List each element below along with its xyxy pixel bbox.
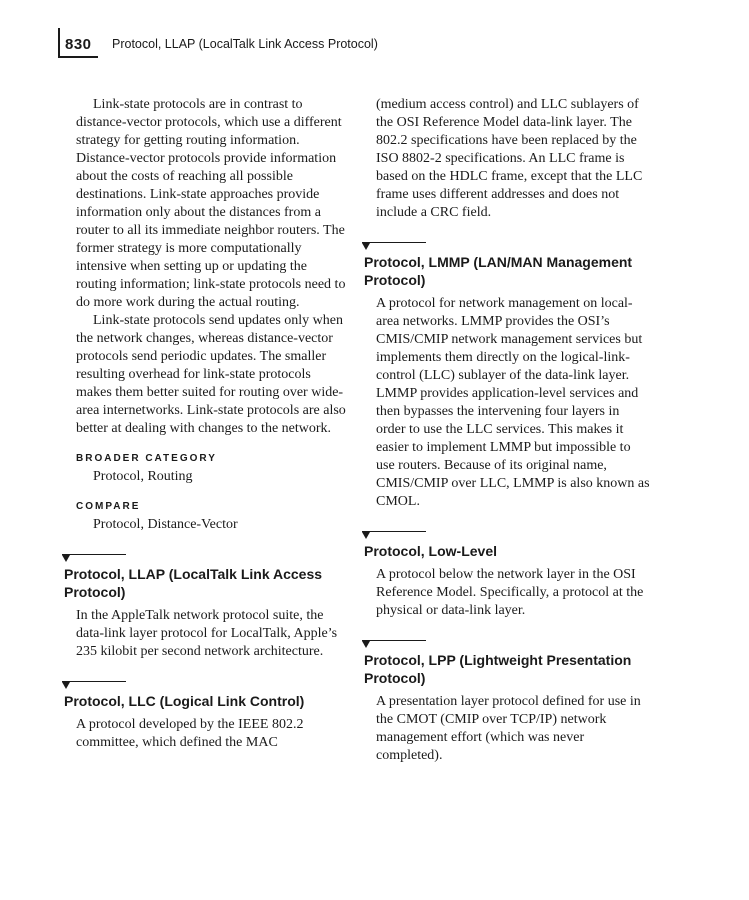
entry-rule bbox=[362, 531, 426, 532]
entry-text-llap: In the AppleTalk network protocol suite, the data-link layer protocol for LocalTalk, Apple’s 235 kilobit per second network architecture. bbox=[76, 608, 338, 659]
entry-title-lpp: Protocol, LPP (Lightweight Presentation Protocol) bbox=[364, 652, 632, 686]
entry-rule bbox=[62, 681, 126, 682]
entry-text-lmmp: A protocol for network management on local-area networks. LMMP provides the OSI’s CMIS/CMIP network management services but implements them directly on the logical-link-control (LLC) sublayer of the data-link layer. LMMP provides application-level services and then bypasses the intervening four layers in order to use the LLC services. This makes it easier to implement LMMP but impossible to use routers. Because of its original name, CMIS/CMIP over LLC, LMMP is also known as CMOL. bbox=[376, 296, 650, 509]
entry-title-llc: Protocol, LLC (Logical Link Control) bbox=[64, 693, 305, 709]
left-column bbox=[62, 96, 346, 752]
compare-value: Protocol, Distance-Vector bbox=[93, 517, 238, 532]
broader-category-value: Protocol, Routing bbox=[93, 469, 193, 484]
triangle-marker-icon bbox=[362, 532, 370, 539]
running-title: Protocol, LLAP (LocalTalk Link Access Protocol) bbox=[112, 37, 378, 51]
entry-rule bbox=[362, 640, 426, 641]
header-corner-rule-horizontal bbox=[58, 56, 98, 58]
right-column bbox=[362, 96, 652, 765]
entry-title-lmmp: Protocol, LMMP (LAN/MAN Management Protocol) bbox=[364, 254, 633, 288]
entry-rule bbox=[362, 242, 426, 243]
entry-marker bbox=[362, 529, 652, 539]
triangle-marker-icon bbox=[62, 555, 70, 562]
running-header bbox=[58, 28, 458, 58]
intro-paragraph: Link-state protocols send updates only when the network changes, whereas distance-vector protocols send periodic updates. The smaller resulting overhead for link-state protocols makes them better suited for routing over wide-area internetworks. Link-state protocols are also better at dealing with changes to the network. bbox=[76, 313, 346, 436]
entry-title-llap: Protocol, LLAP (LocalTalk Link Access Protocol) bbox=[64, 566, 323, 600]
compare-label: COMPARE bbox=[76, 501, 141, 512]
triangle-marker-icon bbox=[362, 243, 370, 250]
entry-text-llc: A protocol developed by the IEEE 802.2 committee, which defined the MAC bbox=[76, 717, 304, 750]
broader-category-label: BROADER CATEGORY bbox=[76, 453, 217, 464]
entry-marker bbox=[362, 638, 652, 648]
entry-marker bbox=[362, 240, 652, 250]
header-corner-rule-vertical bbox=[58, 28, 60, 58]
triangle-marker-icon bbox=[362, 641, 370, 648]
entry-title-low-level: Protocol, Low-Level bbox=[364, 543, 498, 559]
intro-paragraph: Link-state protocols are in contrast to distance-vector protocols, which use a different strategy for getting routing information. Distance-vector protocols provide information about the costs of reaching all possible destinations. Link-state approaches provide information only about the distances from a router to all its immediate neighbor routers. The former strategy is more computationally intensive when setting up or updating the routing information; link-state protocols need to do more work during the actual routing. bbox=[76, 97, 346, 310]
entry-marker bbox=[62, 552, 346, 562]
entry-marker bbox=[62, 679, 346, 689]
entry-rule bbox=[62, 554, 126, 555]
entry-text-lpp: A presentation layer protocol defined for use in the CMOT (CMIP over TCP/IP) network management effort (which was never completed). bbox=[376, 694, 641, 763]
triangle-marker-icon bbox=[62, 682, 70, 689]
entry-text-low-level: A protocol below the network layer in the OSI Reference Model. Specifically, a protocol at the physical or data-link layer. bbox=[376, 567, 644, 618]
page-number: 830 bbox=[65, 36, 92, 53]
llc-continued-text: (medium access control) and LLC sublayers of the OSI Reference Model data-link layer. The 802.2 specifications have been replaced by the ISO 8802-2 specifications. An LLC frame is based on the HDLC frame, except that the LLC frame uses different addresses and does not include a CRC field. bbox=[376, 97, 643, 220]
